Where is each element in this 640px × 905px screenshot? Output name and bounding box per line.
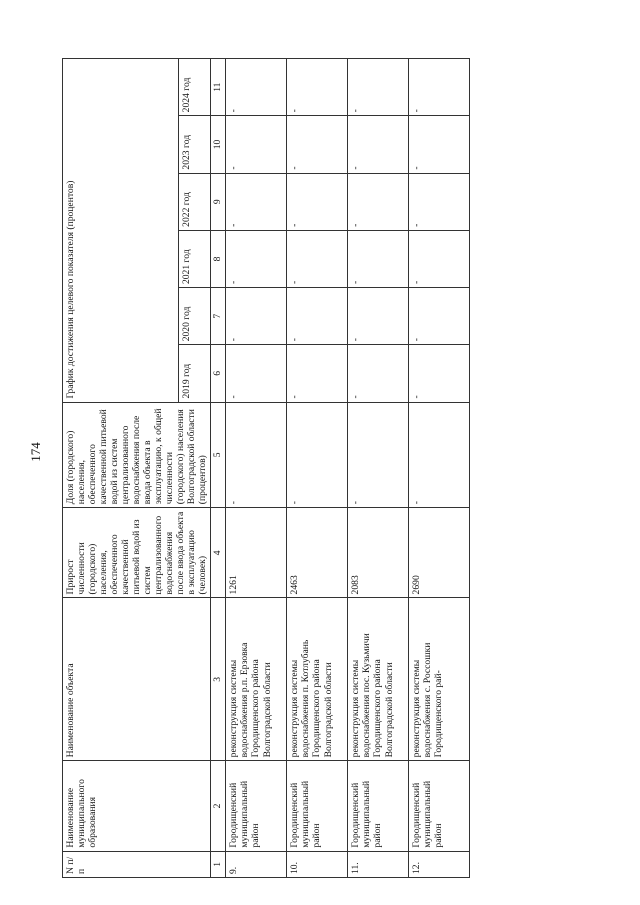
table-row [348, 59, 409, 878]
row-year-2020: - [409, 288, 470, 345]
row-municipality: Городищенский муниципальный район [287, 761, 348, 851]
row-year-2021: - [409, 230, 470, 287]
row-year-2021: - [287, 230, 348, 287]
row-object: реконструкция системы водоснабжения с. Россошки Городищенского рай- [409, 598, 470, 761]
row-share: - [348, 402, 409, 508]
header-growth: Прирост численности (городского) населения, обеспеченного качественной питьевой водой из систем централизованного водоснабжения после ввода объекта в эксплуатацию (человек) [63, 508, 211, 598]
row-year-2023: - [226, 116, 287, 173]
column-number: 8 [211, 230, 226, 287]
header-object: Наименование объекта [63, 598, 211, 761]
column-number-row [211, 59, 226, 878]
row-year-2019: - [348, 345, 409, 402]
header-year-2024: 2024 год [179, 59, 211, 116]
row-year-2021: - [348, 230, 409, 287]
column-number: 7 [211, 288, 226, 345]
column-number: 11 [211, 59, 226, 116]
row-year-2020: - [226, 288, 287, 345]
row-object: реконструкция системы водоснабжения пос. Кузьмичи Городищенского района Волгоградской области [348, 598, 409, 761]
table-header-row [63, 59, 179, 878]
row-year-2024: - [226, 59, 287, 116]
row-year-2024: - [348, 59, 409, 116]
row-municipality: Городищенский муниципальный район [348, 761, 409, 851]
row-municipality: Городищенский муниципальный район [226, 761, 287, 851]
column-number: 2 [211, 761, 226, 851]
row-share: - [287, 402, 348, 508]
header-year-2020: 2020 год [179, 288, 211, 345]
row-num: 11. [348, 851, 409, 877]
target-indicator-table [62, 58, 470, 878]
row-year-2020: - [287, 288, 348, 345]
page-number: 174 [28, 442, 43, 462]
header-year-2019: 2019 год [179, 345, 211, 402]
row-year-2019: - [287, 345, 348, 402]
row-num: 12. [409, 851, 470, 877]
row-num: 10. [287, 851, 348, 877]
column-number: 4 [211, 508, 226, 598]
row-municipality: Городищенский муниципальный район [409, 761, 470, 851]
row-year-2023: - [409, 116, 470, 173]
row-growth: 2083 [348, 508, 409, 598]
row-year-2022: - [226, 173, 287, 230]
row-year-2024: - [287, 59, 348, 116]
column-number: 3 [211, 598, 226, 761]
column-number: 9 [211, 173, 226, 230]
row-year-2023: - [348, 116, 409, 173]
row-growth: 2690 [409, 508, 470, 598]
row-share: - [409, 402, 470, 508]
row-year-2019: - [409, 345, 470, 402]
row-year-2022: - [287, 173, 348, 230]
row-year-2021: - [226, 230, 287, 287]
rotated-table-container [62, 58, 445, 878]
row-year-2022: - [348, 173, 409, 230]
row-object: реконструкция системы водоснабжения р.п. Ерзовка Городищенского района Волгоградской области [226, 598, 287, 761]
row-growth: 1261 [226, 508, 287, 598]
header-municipality: Наименование муниципального образования [63, 761, 211, 851]
header-year-2022: 2022 год [179, 173, 211, 230]
row-share: - [226, 402, 287, 508]
row-year-2024: - [409, 59, 470, 116]
row-object: реконструкция системы водоснабжения п. Котлубань Городищенского района Волгоградской области [287, 598, 348, 761]
row-year-2023: - [287, 116, 348, 173]
row-year-2020: - [348, 288, 409, 345]
header-year-2021: 2021 год [179, 230, 211, 287]
column-number: 10 [211, 116, 226, 173]
header-year-2023: 2023 год [179, 116, 211, 173]
row-num: 9. [226, 851, 287, 877]
table-row [287, 59, 348, 878]
header-num: N п/п [63, 851, 211, 877]
row-year-2022: - [409, 173, 470, 230]
header-schedule: График достижения целевого показателя (процентов) [63, 59, 179, 403]
table-row [226, 59, 287, 878]
column-number: 5 [211, 402, 226, 508]
row-growth: 2463 [287, 508, 348, 598]
row-year-2019: - [226, 345, 287, 402]
table-row [409, 59, 470, 878]
column-number: 1 [211, 851, 226, 877]
header-share: Доля (городского) населения, обеспеченного качественной питьевой водой из систем централизованного водоснабжения после ввода объекта в эксплуатацию, к общей численности (городского) населения Волгоградской области (процентов) [63, 402, 211, 508]
column-number: 6 [211, 345, 226, 402]
